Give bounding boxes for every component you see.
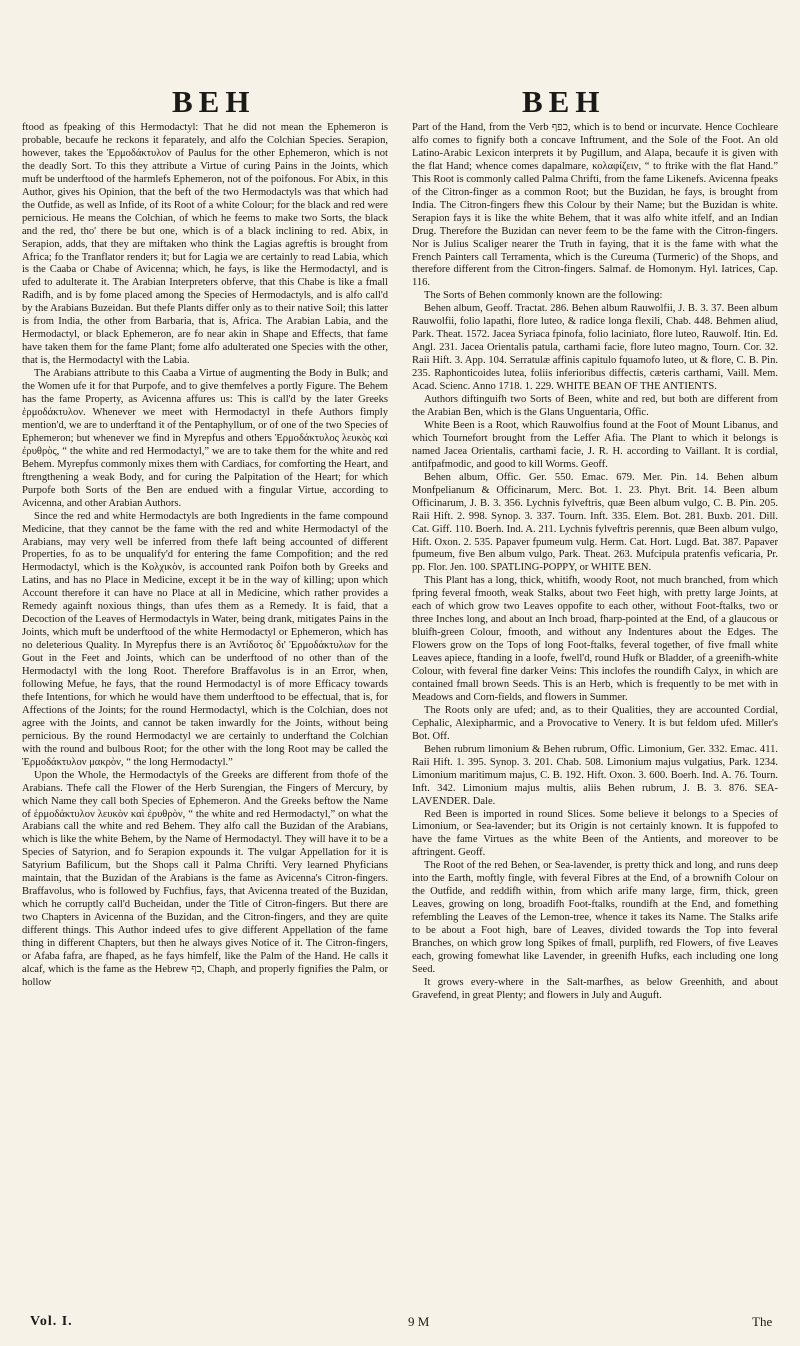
paragraph: Behen album, Geoff. Tractat. 286. Behen album Rauwolfii, J. B. 3. 37. Been album Rauwolfii, folio lapathi, flore luteo, & radice longa flexili, Chab. 448. Behmen aliud, Park. Theat. 1572. Jacea Syriaca fpinofa, folio laciniato, flore luteo, Rauwolf. Itin. Ed. Angl. 231. Jacea Orientalis patula, carthami facie, flore luteo magno, Tourn. Cor. 32. Raii Hift. 3. App. 104. Serratulæ affinis capitulo fquamofo luteo, ut & flore, C. B. Pin. 235. Raphonticoides lutea, foliis inferioribus diffectis, cæteris carthami, Vaill. Mem. Acad. Scienc. Anno 1718. 1. 229. WHITE BEAN OF THE ANTIENTS. [412, 303, 778, 393]
paragraph: The Sorts of Behen commonly known are the following: [424, 290, 663, 302]
running-head-right: BEH [522, 84, 606, 119]
paragraph: It grows every-where in the Salt-marfhes, as below Greenhith, and about Gravefend, in great Plenty; and flowers in July and Auguft. [412, 976, 778, 1001]
left-column [22, 122, 388, 1302]
paragraph: Behen rubrum limonium & Behen rubrum, Offic. Limonium, Ger. 332. Emac. 411. Raii Hift. 1. 395. Synop. 3. 201. Chab. 508. Limonium majus vulgatius, Park. 1234. Limonium maritimum majus, C. B. 192. Hift. Oxon. 3. 600. Boerh. Ind. A. 76. Tourn. Inft. 342. Limonium majus multis, aliis Behen rubrum, J. B. 3. 876. SEA-LAVENDER. Dale. [412, 743, 778, 807]
paragraph: Behen album, Offic. Ger. 550. Emac. 679. Mer. Pin. 14. Behen album Monfpelianum & Officinarum, Merc. Bot. 1. 23. Phyt. Brit. 14. Been album Officinarum, J. B. 3. 356. Lychnis fylveftris, quæ Been album vulgo, C. B. Pin. 205. Raii Hift. 2. 998. Synop. 3. 337. Tourn. Inft. 335. Elem. Bot. 281. Buxb. 201. Dill. Cat. Giff. 110. Boerh. Ind. A. 211. Lychnis fylveftris perennis, quæ Been album vulgo, Hift. Oxon. 2. 535. Papaver fpumeum vulg. Herm. Cat. Hort. Lugd. Bat. 387. Papaver fpumeum, five Ben album vulgo, Park. Theat. 263. Mufcipula pratenfis veficaria, Pr. pp. Flor. Jen. 100. SPATLING-POPPY, or WHITE BEN. [412, 471, 778, 574]
signature-mark: 9 M [408, 1314, 430, 1329]
paragraph: ftood as fpeaking of this Hermodactyl: That he did not mean the Ephemeron is probable, becaufe he reckons it feparately, and alfo the Colchian Species. Serapion, however, takes the Ἑρμοδάκτυλον of Paulus for the other Ephemeron, which is not the deadly Sort. To this they attribute a Virtue of curing Pains in the Joints, which muft be underftood of the harmlefs Ephemeron, not of the poifonous. For Abix, in this Author, gives his Opinion, that the beft of the two Hermodactyls was that which had the Outfide, as well as Infide, of its Root of a white Colour; for the black and red were pernicious. He means the Colchian, of which he feems to make two Sorts, the black and the red, tho' there be but one, which is of a black inclining to red. Abix, in Serapion, adds, that they are miftaken who think the Lagias agreftis is brought from Africa; fo the Tranflator renders it; but for Lagia we are certainly to read Labia, which is the Caaba or Chabe of Avicenna; which, he fays, is like the Hermodactyl, and is ufed to adulterate it. The Arabian Interpreters obferve, that this Chabe is like a fmall Radifh, and is by fome placed among the Species of Hermodactyls, and is alfo call'd by the Arabians Buzeidan. But thefe Plants differ only as to their native Soil; this latter is from India, the other from Barbaria, that is, Africa. The Arabian Labia, and the Hermodactyl, or black Ephemeron, are fo near akin in Shape and Effects, that fame have taken them for the fame Plant; fome alfo adulterated one Species with the other, that is, the Hermodactyl with the Labia. [22, 122, 388, 367]
catchword: The [752, 1314, 773, 1329]
paragraph: Authors diftinguifh two Sorts of Been, white and red, but both are different from the Arabian Ben, which is the Glans Unguentaria, Offic. [412, 394, 778, 418]
volume-label: Vol. I. [30, 1314, 73, 1329]
paragraph: Since the red and white Hermodactyls are both Ingredients in the fame compound Medicine, that they cannot be the fame with the red and white Hermodactyl of the Arabians, may very well be inferred from thefe laft being accounted of different Properties, fo as to be unqualify'd for entering the fame Compofition; and the red Hermodactyl, which is the Κολχικὸν, is accounted rank Poifon both by Greeks and Latins, and has no Place in Medicine, except it be in the way of killing; upon which Account therefore it can have no Place at all in Medicine, which rather provides a Remedy againft noxious things, than ufes them as a Remedy. It is faid, that a Decoction of the Leaves of Hermodactyls in Water, being drank, mitigates Pains in the Joints, which muft be underftood of the white Hermodactyl or Ephemeron, which has no deleterious Quality. In Myrepfus there is an Ἀντίδοτος δι' Ἑρμοδάκτυλων for the Gout in the Feet and Joints, which can be underftood of no other than of the Hermodactyl with the long Root. Therefore Braffavolus is in an Error, when, following Mefue, he fays, that the round Hermodactyl is of more Efficacy towards thefe Intentions, for which he would have them underftood to be effectual, that is, for Affections of the Joints; for the round Hermodactyl, which is the Colchian, does not agree with the Joints, and cannot be taken inwardly for the Joints, without being pernicious. By the round Hermodactyl we are certainly to underftand the Colchian with the round and bulbous Root; for the other with the long Root may be called the Ἑρμοδάκτυλον μακρὸν, “ the long Hermodactyl.” [22, 510, 388, 768]
paragraph: The Roots only are ufed; and, as to their Qualities, they are accounted Cordial, Cephalic, Alexipharmic, and a Provocative to Venery. It is but feldom ufed. Miller's Bot. Off. [412, 704, 778, 742]
paragraph: This Plant has a long, thick, whitifh, woody Root, not much branched, from which fpring feveral fmooth, weak Stalks, about two Feet high, with pretty large Joints, at each of which grow two Leaves oppofite to each other, without Foot-ftalks, two or three Inches long, and about an Inch broad, fharp-pointed at the End, of a glaucous or bluifh-green Colour, fmooth, and without any Indentures about the Edges. The Flowers grow on the Tops of long Foot-ftalks, feveral together, of five fmall white Leaves apiece, ftanding in a loofe, fwell'd, round Hufk or Bladder, of a greenifh-white Colour, with feveral fine darker Veins: This inclofes the roundifh Calyx, in which are contained fmall brown Seeds. This is an Herb, which is frequently to be met with in Meadows and Corn-fields, and flowers in Summer. [412, 575, 778, 703]
paragraph: Part of the Hand, from the Verb כפף, which is to bend or incurvate. Hence Cochleare alfo comes to fignify both a concave Inftrument, and the Sole of the Foot. An old Latino-Arabic Lexicon interprets it by Pugillum, and Alapa, becaufe it is given with the flat Hand; whence comes dapalmare, κολαφίζειν, “ to ftrike with the flat Hand.” This Root is commonly called Palma Chrifti, from the fame Likenefs. Avicenna fpeaks of the Citron-finger as a common Root; but the Buzidan, he fays, is brought from India. The Citron-fingers fhew this Colour by their Name; but the Buzidan is white. Serapion fays it is like the white Behem, that it was alfo white itfelf, and an Indian Drug. Therefore the Buzidan can never feem to be the fame with the Citron-fingers. Nor is Julius Scaliger nearer the Truth in faying, that it is the fame with what the French Painters call Terramenta, which is the Cureuma (Turmeric) of the Shops, and therefore different from the Citron-fingers. Salmaf. de Homonym. Hyl. Iatrices, Cap. 116. [412, 122, 778, 289]
running-head-left: BEH [172, 84, 256, 119]
paragraph: The Root of the red Behen, or Sea-lavender, is pretty thick and long, and runs deep into the Earth, moftly fingle, with feveral Fibres at the End, of a brownifh Colour on the Outfide, and reddifh within, from which arife many large, firm, thick, green Leaves, growing on long, broadifh Foot-ftalks, roundifh at the End, and fomething refembling the Leaves of the Lemon-tree, whence it takes its Name. The Stalks arife to be about a Foot high, bare of Leaves, divided towards the Top into feveral Branches, on which grow long Spikes of fmall, purplifh, red Flowers, of five Leaves each, growing fomewhat like Lavender, in greenifh Hufks, each including one long Seed. [412, 860, 778, 975]
paragraph: Upon the Whole, the Hermodactyls of the Greeks are different from thofe of the Arabians. Thefe call the Flower of the Herb Surengian, the Fingers of Mercury, by which Name they call both Species of Ephemeron. And the Greeks beftow the Name of ἑρμοδάκτυλον λευκὸν καὶ ἐρυθρὸν, “ the white and red Hermodactyl,” on what the Arabians call the white and red Behem. They alfo call the Buzidan of the Arabians, which is like the white Behem, by the Name of Hermodactyl. They will have it to be a Species of Satyrion, and fo Serapion expounds it. The vulgar Appellation for it is Satyrium Bafilicum, but the Shops call it Palma Chrifti. Very learned Phyficians maintain, that the Buzidan of the Arabians is the fame as Avicenna's Citron-fingers. Braffavolus, who is followed by Fuchfius, fays, that Avicenna treated of the Buzidan, which he corruptly call'd Bucheidan, under the Title of Citron-fingers. But there are two Chapters in Avicenna of the Buzidan, and the Citron-fingers, and they are quite different things. This Author indeed ufes to give different Appellation of the fame thing in different Chapters, but then he always gives Notice of it. The Citron-fingers, or Afaba fafra, are fhaped, as he fays himfelf, like the Palm of the Hand. He calls it alcaf, which is the fame as the Hebrew כף, Chaph, and properly fignifies the Palm, or hollow [22, 769, 388, 988]
paragraph: White Been is a Root, which Rauwolfius found at the Foot of Mount Libanus, and which Tournefort brought from the Leffer Afia. The Plant to which it belongs is named Jacea Orientalis, carthami facie, J. R. H. according to Vaillant. It is cordial, antifpafmodic, and good to kill Worms. Geoff. [412, 419, 778, 470]
paragraph: Red Been is imported in round Slices. Some believe it belongs to a Species of Limonium, or Sea-lavender; but its Origin is not certainly known. It is fuppofed to have the fame Virtues as the white Been of the Antients, and moreover to be aftringent. Geoff. [412, 808, 778, 859]
paragraph: The Arabians attribute to this Caaba a Virtue of augmenting the Body in Bulk; and the Women ufe it for that Purpofe, and to give themfelves a portly Figure. The Behem has the fame Property, as Avicenna affures us: This is call'd by the later Greeks ἑρμοδάκτυλον. Whenever we meet with Hermodactyl in thefe Authors fimply mention'd, we are to underftand it of the Pentaphyllum, or of one of the two Species of Ephemeron; but whenever we find in Myrepfus and others Ἑρμοδάκτυλος λευκὸς καὶ ἐρυθρὸς, “ the white and red Hermodactyl,” we are to take them for the white and red Behem. Myrepfus commonly mixes them with Cardiacs, for comforting the Heart, and ftrengthening a weak Body, and for curing the Palpitation of the Heart; for which Purpofe both Sorts of the Ben are endued with a fingular Virtue, according to Avicenna, and other Arabian Authors. [22, 368, 388, 509]
right-column [412, 122, 778, 1302]
